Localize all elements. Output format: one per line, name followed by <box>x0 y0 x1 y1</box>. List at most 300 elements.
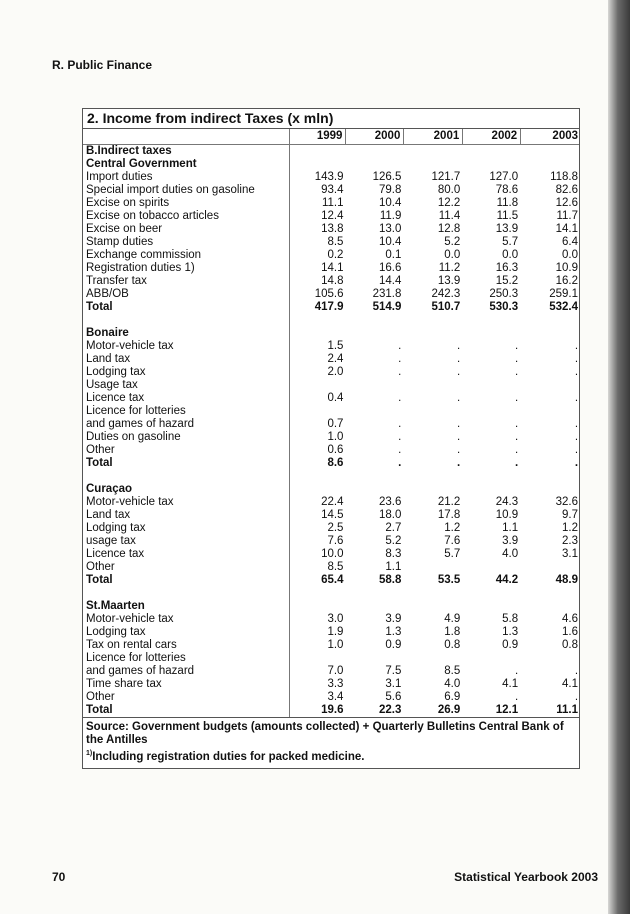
publication-title: Statistical Yearbook 2003 <box>454 870 598 884</box>
value-cell: 16.6 <box>378 262 402 274</box>
value-cell <box>463 379 521 392</box>
row-label: Lodging tax <box>83 366 290 379</box>
row-label: and games of hazard <box>83 418 290 431</box>
source-note: Source: Government budgets (amounts collected) + Quarterly Bulletins Central Bank of the Antilles <box>86 721 564 746</box>
value-cell: . <box>514 444 519 456</box>
value-cell: 0.6 <box>327 444 344 456</box>
value-cell: 78.6 <box>495 184 519 196</box>
value-cell: 1.6 <box>562 626 579 638</box>
value-cell <box>521 652 579 665</box>
empty-cell <box>290 600 347 613</box>
total-row <box>83 704 579 717</box>
row-label: Licence for lotteries <box>83 652 290 665</box>
value-cell: . <box>514 457 519 469</box>
table-row <box>83 379 579 392</box>
value-cell: 5.7 <box>444 548 461 560</box>
table-row <box>83 353 579 366</box>
value-cell: . <box>574 418 579 430</box>
value-cell: . <box>398 392 402 404</box>
value-cell: . <box>398 366 402 378</box>
value-cell: 65.4 <box>321 574 344 586</box>
value-cell: . <box>457 366 461 378</box>
value-cell: 12.8 <box>437 223 461 235</box>
value-cell: 14.4 <box>378 275 402 287</box>
value-cell: 121.7 <box>431 171 461 183</box>
empty-cell <box>521 470 579 483</box>
value-cell: 5.7 <box>502 236 519 248</box>
value-cell: 58.8 <box>378 574 402 586</box>
value-cell: 1.3 <box>385 626 402 638</box>
value-cell: . <box>457 418 461 430</box>
value-cell: 15.2 <box>495 275 519 287</box>
value-cell: 0.4 <box>327 392 344 404</box>
table-row <box>83 626 579 639</box>
value-cell: 0.8 <box>444 639 461 651</box>
empty-cell <box>346 587 404 600</box>
table-row <box>83 444 579 457</box>
table-row <box>83 184 579 197</box>
value-cell: 0.2 <box>327 249 344 261</box>
value-cell: 510.7 <box>431 301 461 313</box>
value-cell: 4.0 <box>444 678 461 690</box>
empty-cell <box>290 158 347 171</box>
value-cell: 7.0 <box>327 665 344 677</box>
value-cell: 1.2 <box>562 522 579 534</box>
value-cell: 250.3 <box>489 288 519 300</box>
table-row <box>83 236 579 249</box>
value-cell <box>521 379 579 392</box>
value-cell: 127.0 <box>489 171 519 183</box>
value-cell: 14.5 <box>321 509 344 521</box>
table-row <box>83 340 579 353</box>
value-cell: . <box>398 353 402 365</box>
value-cell: 8.5 <box>327 236 344 248</box>
value-cell: 26.9 <box>437 704 461 716</box>
empty-cell <box>404 327 463 340</box>
value-cell <box>346 405 404 418</box>
value-cell: 10.0 <box>321 548 344 560</box>
row-label: Motor-vehicle tax <box>83 340 290 353</box>
spacer-row <box>83 587 579 600</box>
value-cell: 2.0 <box>327 366 344 378</box>
empty-cell <box>404 600 463 613</box>
value-cell: 11.4 <box>438 210 461 222</box>
spacer-row <box>83 314 579 327</box>
empty-cell <box>463 483 521 496</box>
year-header: 1999 <box>290 129 347 144</box>
value-cell: . <box>398 444 402 456</box>
empty-cell <box>404 314 463 327</box>
section-heading-row <box>83 158 579 171</box>
row-label: Excise on spirits <box>83 197 290 210</box>
value-cell: 3.1 <box>385 678 402 690</box>
table-row <box>83 652 579 665</box>
section-heading-row <box>83 483 579 496</box>
value-cell <box>404 561 463 574</box>
value-cell: 14.1 <box>321 262 344 274</box>
value-cell: 0.0 <box>562 249 579 261</box>
empty-cell <box>290 483 347 496</box>
value-cell: . <box>398 457 402 469</box>
value-cell: 19.6 <box>321 704 344 716</box>
row-label: Duties on gasoline <box>83 431 290 444</box>
empty-cell <box>346 470 404 483</box>
empty-cell <box>290 145 347 158</box>
value-cell: 12.4 <box>321 210 344 222</box>
empty-cell <box>290 587 347 600</box>
value-cell: 242.3 <box>431 288 461 300</box>
row-label: Exchange commission <box>83 249 290 262</box>
value-cell <box>346 652 404 665</box>
value-cell: 1.8 <box>444 626 461 638</box>
value-cell: . <box>514 418 519 430</box>
empty-cell <box>521 314 579 327</box>
row-label: Total <box>83 457 290 470</box>
page-number: 70 <box>52 870 66 884</box>
value-cell: 12.1 <box>495 704 519 716</box>
table-row <box>83 665 579 678</box>
value-cell: 2.5 <box>327 522 344 534</box>
value-cell: 6.9 <box>444 691 461 703</box>
value-cell: . <box>514 431 519 443</box>
row-label: Tax on rental cars <box>83 639 290 652</box>
value-cell: 3.0 <box>327 613 344 625</box>
table-row <box>83 613 579 626</box>
value-cell: 2.7 <box>385 522 402 534</box>
value-cell: 231.8 <box>372 288 402 300</box>
empty-cell <box>521 600 579 613</box>
value-cell: 530.3 <box>489 301 519 313</box>
table-row <box>83 210 579 223</box>
chapter-heading: R. Public Finance <box>52 58 153 72</box>
value-cell: 22.3 <box>378 704 402 716</box>
value-cell: 11.5 <box>496 210 519 222</box>
value-cell: 0.0 <box>444 249 461 261</box>
value-cell: 12.6 <box>555 197 579 209</box>
value-cell: . <box>514 691 519 703</box>
row-label: Lodging tax <box>83 626 290 639</box>
footnote-mark: 1) <box>86 750 93 757</box>
empty-cell <box>83 587 290 600</box>
value-cell: 79.8 <box>378 184 402 196</box>
section-heading: B.Indirect taxes <box>83 145 290 158</box>
value-cell: 2.3 <box>562 535 579 547</box>
value-cell: 24.3 <box>495 496 519 508</box>
value-cell: 48.9 <box>555 574 579 586</box>
value-cell: 11.2 <box>438 262 461 274</box>
section-heading: Bonaire <box>83 327 290 340</box>
value-cell: 4.0 <box>502 548 519 560</box>
empty-cell <box>404 587 463 600</box>
empty-cell <box>463 145 521 158</box>
empty-cell <box>404 158 463 171</box>
value-cell: 16.2 <box>555 275 579 287</box>
value-cell: 32.6 <box>555 496 579 508</box>
value-cell: 9.7 <box>562 509 579 521</box>
value-cell: . <box>514 340 519 352</box>
table-footer <box>83 717 579 768</box>
row-label: Motor-vehicle tax <box>83 496 290 509</box>
row-label: Usage tax <box>83 379 290 392</box>
spacer-row <box>83 470 579 483</box>
value-cell: . <box>574 457 579 469</box>
value-cell: . <box>514 665 519 677</box>
table-row <box>83 561 579 574</box>
value-cell: 0.0 <box>502 249 519 261</box>
value-cell: 10.4 <box>378 197 402 209</box>
table-row <box>83 366 579 379</box>
header-label-cell <box>83 129 290 144</box>
value-cell: 0.7 <box>327 418 344 430</box>
value-cell <box>346 379 404 392</box>
section-heading: Curaçao <box>83 483 290 496</box>
table-row <box>83 678 579 691</box>
value-cell: 5.2 <box>385 535 402 547</box>
empty-cell <box>463 587 521 600</box>
footnote <box>86 747 576 764</box>
year-header: 2001 <box>404 129 463 144</box>
table-row <box>83 509 579 522</box>
value-cell: . <box>398 418 402 430</box>
row-label: ABB/OB <box>83 288 290 301</box>
value-cell: 4.9 <box>444 613 461 625</box>
value-cell: 4.1 <box>562 678 579 690</box>
value-cell: 11.9 <box>379 210 402 222</box>
row-label: Import duties <box>83 171 290 184</box>
table-body <box>83 145 579 717</box>
empty-cell <box>346 327 404 340</box>
value-cell: . <box>457 392 461 404</box>
value-cell <box>290 379 347 392</box>
empty-cell <box>404 483 463 496</box>
value-cell <box>521 405 579 418</box>
empty-cell <box>521 327 579 340</box>
empty-cell <box>346 483 404 496</box>
section-heading-row <box>83 600 579 613</box>
year-header: 2002 <box>463 129 521 144</box>
value-cell: 3.9 <box>502 535 519 547</box>
value-cell <box>521 561 579 574</box>
value-cell: . <box>398 340 402 352</box>
value-cell: 0.9 <box>385 639 402 651</box>
empty-cell <box>404 145 463 158</box>
value-cell: 12.2 <box>437 197 461 209</box>
year-header-row <box>83 129 579 145</box>
value-cell: 7.5 <box>385 665 402 677</box>
value-cell: 23.6 <box>378 496 402 508</box>
row-label: Motor-vehicle tax <box>83 613 290 626</box>
value-cell: 44.2 <box>495 574 519 586</box>
value-cell <box>463 405 521 418</box>
value-cell: 11.8 <box>496 197 519 209</box>
value-cell: 0.1 <box>385 249 402 261</box>
value-cell: 10.9 <box>495 509 519 521</box>
table-row <box>83 535 579 548</box>
table-row <box>83 548 579 561</box>
value-cell: 16.3 <box>495 262 519 274</box>
value-cell: 1.3 <box>502 626 519 638</box>
value-cell <box>404 652 463 665</box>
row-label: Licence tax <box>83 548 290 561</box>
empty-cell <box>463 470 521 483</box>
row-label: Other <box>83 691 290 704</box>
empty-cell <box>521 158 579 171</box>
value-cell: 532.4 <box>549 301 579 313</box>
value-cell: . <box>574 366 579 378</box>
empty-cell <box>290 470 347 483</box>
value-cell: 1.9 <box>327 626 344 638</box>
value-cell: 13.0 <box>378 223 402 235</box>
total-row <box>83 301 579 314</box>
value-cell: . <box>574 665 579 677</box>
value-cell: . <box>574 340 579 352</box>
table-row <box>83 262 579 275</box>
value-cell: 8.6 <box>327 457 344 469</box>
page-edge-shadow <box>608 0 630 914</box>
section-heading-row <box>83 145 579 158</box>
value-cell: 514.9 <box>372 301 402 313</box>
value-cell: . <box>574 353 579 365</box>
empty-cell <box>463 158 521 171</box>
value-cell: 10.9 <box>555 262 579 274</box>
value-cell: 118.8 <box>550 171 579 183</box>
value-cell: 8.5 <box>327 561 344 573</box>
row-label: usage tax <box>83 535 290 548</box>
row-label: Transfer tax <box>83 275 290 288</box>
table-row <box>83 197 579 210</box>
value-cell: . <box>514 392 519 404</box>
value-cell: 4.1 <box>502 678 519 690</box>
section-heading: Central Government <box>83 158 290 171</box>
value-cell: . <box>574 444 579 456</box>
value-cell <box>290 652 347 665</box>
empty-cell <box>521 483 579 496</box>
table-row <box>83 392 579 405</box>
value-cell: 5.8 <box>502 613 519 625</box>
value-cell: 1.0 <box>327 431 344 443</box>
footnote-text: Including registration duties for packed medicine. <box>92 750 365 763</box>
value-cell: 13.8 <box>321 223 344 235</box>
value-cell: 82.6 <box>555 184 579 196</box>
row-label: Land tax <box>83 353 290 366</box>
value-cell <box>463 561 521 574</box>
value-cell: 3.4 <box>327 691 344 703</box>
value-cell <box>404 405 463 418</box>
value-cell: 10.4 <box>378 236 402 248</box>
row-label: Total <box>83 704 290 717</box>
row-label: Total <box>83 574 290 587</box>
empty-cell <box>346 145 404 158</box>
value-cell: . <box>398 431 402 443</box>
row-label: Stamp duties <box>83 236 290 249</box>
empty-cell <box>521 587 579 600</box>
empty-cell <box>521 145 579 158</box>
value-cell: 6.4 <box>562 236 579 248</box>
value-cell: . <box>457 444 461 456</box>
value-cell: . <box>457 353 461 365</box>
value-cell: 1.0 <box>327 639 344 651</box>
table-row <box>83 288 579 301</box>
row-label: and games of hazard <box>83 665 290 678</box>
value-cell: 3.3 <box>327 678 344 690</box>
table-row <box>83 639 579 652</box>
value-cell: . <box>574 392 579 404</box>
empty-cell <box>290 327 347 340</box>
value-cell: 7.6 <box>327 535 344 547</box>
empty-cell <box>83 470 290 483</box>
value-cell: 8.3 <box>385 548 402 560</box>
year-header: 2000 <box>346 129 404 144</box>
table-row <box>83 431 579 444</box>
value-cell: 11.7 <box>556 210 579 222</box>
value-cell: 1.2 <box>444 522 461 534</box>
value-cell: 93.4 <box>321 184 344 196</box>
table-row <box>83 249 579 262</box>
row-label: Licence for lotteries <box>83 405 290 418</box>
row-label: Special import duties on gasoline <box>83 184 290 197</box>
empty-cell <box>83 314 290 327</box>
table-row <box>83 496 579 509</box>
value-cell: 3.1 <box>562 548 579 560</box>
value-cell: . <box>514 353 519 365</box>
value-cell: 21.2 <box>437 496 461 508</box>
table-row <box>83 275 579 288</box>
value-cell: 259.1 <box>549 288 579 300</box>
table-row <box>83 223 579 236</box>
value-cell: 18.0 <box>378 509 402 521</box>
value-cell: 105.6 <box>314 288 344 300</box>
total-row <box>83 574 579 587</box>
value-cell: 53.5 <box>437 574 461 586</box>
row-label: Other <box>83 561 290 574</box>
value-cell: . <box>457 431 461 443</box>
empty-cell <box>404 470 463 483</box>
row-label: Total <box>83 301 290 314</box>
value-cell: 1.1 <box>502 522 519 534</box>
table-row <box>83 522 579 535</box>
value-cell: 3.9 <box>385 613 402 625</box>
value-cell: 14.1 <box>555 223 579 235</box>
value-cell: 4.6 <box>562 613 579 625</box>
value-cell: 1.5 <box>327 340 344 352</box>
value-cell: 417.9 <box>314 301 344 313</box>
row-label: Licence tax <box>83 392 290 405</box>
value-cell: . <box>514 366 519 378</box>
value-cell: . <box>574 431 579 443</box>
value-cell: 17.8 <box>437 509 461 521</box>
empty-cell <box>346 158 404 171</box>
row-label: Land tax <box>83 509 290 522</box>
value-cell: 22.4 <box>321 496 344 508</box>
row-label: Excise on tobacco articles <box>83 210 290 223</box>
value-cell: 5.6 <box>385 691 402 703</box>
table-title: 2. Income from indirect Taxes (x mln) <box>83 109 579 129</box>
table-row <box>83 405 579 418</box>
value-cell: 1.1 <box>385 561 402 573</box>
section-heading: St.Maarten <box>83 600 290 613</box>
table-row <box>83 418 579 431</box>
value-cell <box>463 652 521 665</box>
empty-cell <box>463 327 521 340</box>
value-cell: 2.4 <box>327 353 344 365</box>
value-cell: 126.5 <box>372 171 402 183</box>
empty-cell <box>463 600 521 613</box>
value-cell: 7.6 <box>444 535 461 547</box>
value-cell <box>290 405 347 418</box>
value-cell: 11.1 <box>321 197 344 209</box>
row-label: Lodging tax <box>83 522 290 535</box>
empty-cell <box>463 314 521 327</box>
